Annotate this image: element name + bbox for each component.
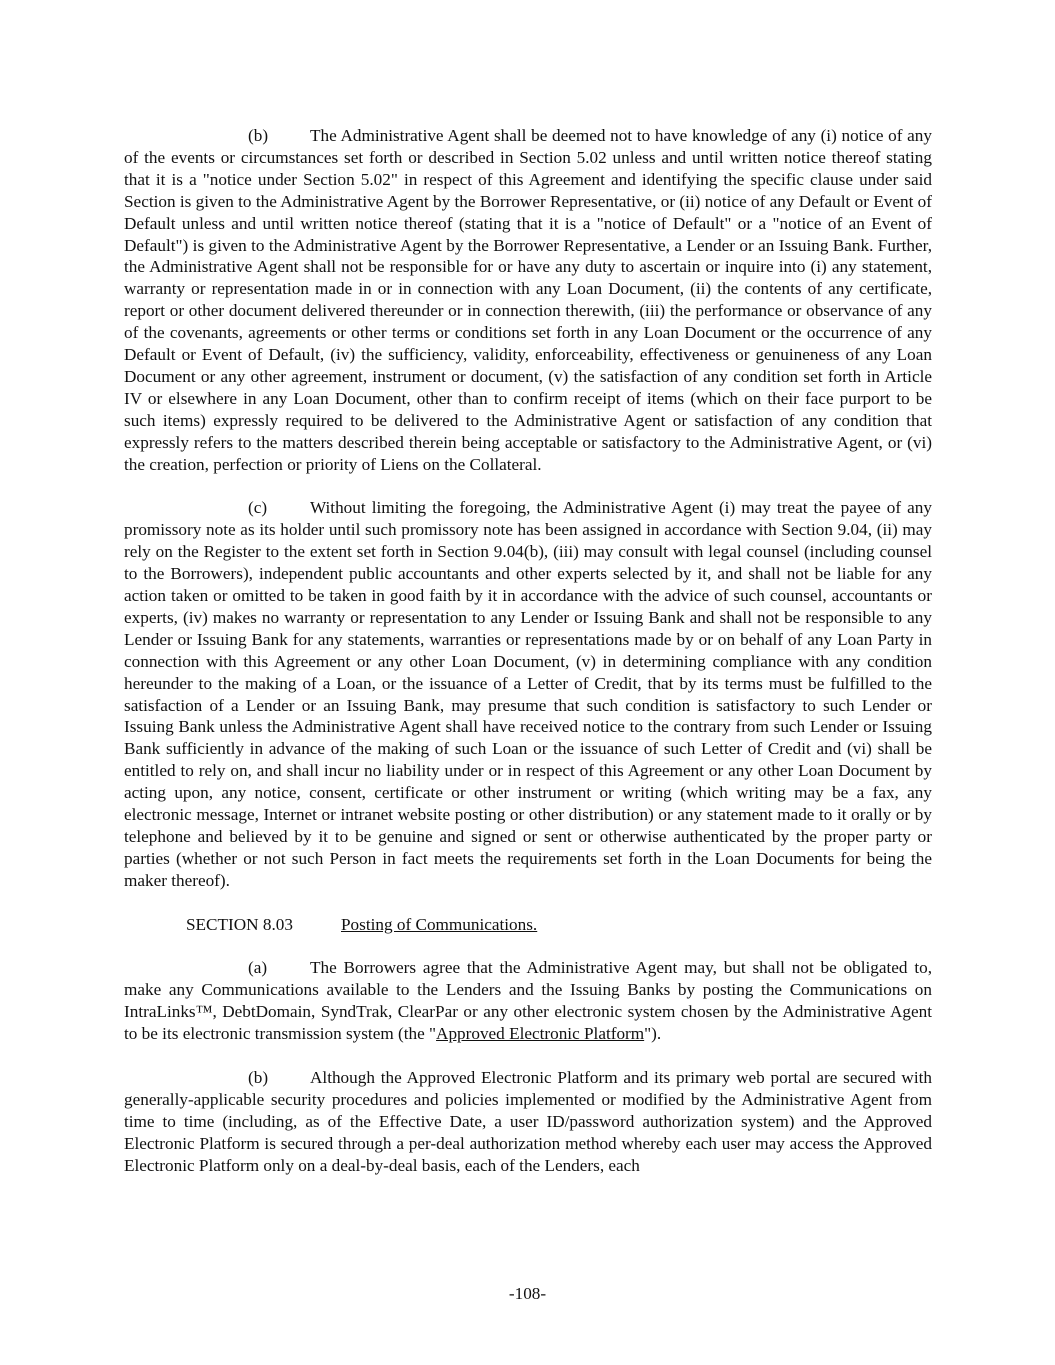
- paragraph-text: The Administrative Agent shall be deemed not to have knowledge of any (i) notice of any of the events or circumstances set forth or described in Section 5.02 unless and until written notice thereof stating that it is a "notice under Section 5.02" in respect of this Agreement and identifying the specific clause under said Section is given to the Administrative Agent by the Borrower Representative, or (ii) notice of any Default or Event of Default unless and until written notice thereof (stating that it is a "notice of Default" or a "notice of an Event of Default") is given to the Administrative Agent by the Borrower Representative, a Lender or an Issuing Bank. Further, the Administrative Agent shall not be responsible for or have any duty to ascertain or inquire into (i) any statement, warranty or representation made in or in connection with any Loan Document, (ii) the contents of any certificate, report or other document delivered thereunder or in connection therewith, (iii) the performance or observance of any of the covenants, agreements or other terms or conditions set forth in any Loan Document or the occurrence of any Default or Event of Default, (iv) the sufficiency, validity, enforceability, effectiveness or genuineness of any Loan Document or any other agreement, instrument or document, (v) the satisfaction of any condition set forth in Article IV or elsewhere in any Loan Document, other than to confirm receipt of items (which on their face purport to be such items) expressly required to be delivered to the Administrative Agent or satisfaction of any condition that expressly refers to the matters described therein being acceptable or satisfactory to the Administrative Agent, or (vi) the creation, perfection or priority of Liens on the Collateral.: [124, 126, 932, 474]
- section-heading: [124, 914, 932, 936]
- paragraph-label: (b): [248, 126, 269, 145]
- paragraph-8-02-b: [124, 125, 932, 476]
- paragraph-label: (b): [248, 1067, 269, 1087]
- paragraph-8-03-b: [124, 1067, 932, 1177]
- paragraph-8-03-a: [124, 957, 932, 1045]
- paragraph-text: Although the Approved Electronic Platform and its primary web portal are secured with generally-applicable security procedures and policies implemented or modified by the Administrative Agent from time to time (including, as of the Effective Date, a user ID/password authorization system) and the Approved Electronic Platform is secured through a per-deal authorization method whereby each user may access the Approved Electronic Platform only on a deal-by-deal basis, each of the Lenders, each: [124, 1067, 932, 1175]
- document-page: [124, 125, 932, 1198]
- paragraph-label: (c): [248, 498, 268, 518]
- paragraph-text: Without limiting the foregoing, the Administrative Agent (i) may treat the payee of any promissory note as its holder until such promissory note has been assigned in accordance with Section 9.04, (ii) may rely on the Register to the extent set forth in Section 9.04(b), (iii) may consult with legal counsel (including counsel to the Borrowers), independent public accountants and other experts selected by it, and shall not be liable for any action taken or omitted to be taken in good faith by it in accordance with the advice of such counsel, accountants or experts, (iv) makes no warranty or representation to any Lender or Issuing Bank and shall not be responsible to any Lender or Issuing Bank for any statements, warranties or representations made by or on behalf of any Loan Party in connection with this Agreement or any other Loan Document, (v) in determining compliance with any condition hereunder to the making of a Loan, or the issuance of a Letter of Credit, that by its terms must be fulfilled to the satisfaction of a Lender or an Issuing Bank, may presume that such condition is satisfactory to such Lender or Issuing Bank unless the Administrative Agent shall have received notice to the contrary from such Lender or Issuing Bank sufficiently in advance of the making of such Loan or the issuance of such Letter of Credit and (vi) shall be entitled to rely on, and shall incur no liability under or in respect of this Agreement or any other Loan Document by acting upon, any notice, consent, certificate or other instrument or writing (which writing may be a fax, any electronic message, Internet or intranet website posting or other distribution) or any statement made to it orally or by telephone and believed by it to be genuine and signed or sent or otherwise authenticated by the proper party or parties (whether or not such Person in fact meets the requirements set forth in the Loan Documents for being the maker thereof).: [124, 498, 932, 890]
- paragraph-text-end: ").: [644, 1024, 662, 1044]
- section-title: Posting of Communications.: [341, 914, 538, 934]
- page-number: -108-: [508, 1284, 547, 1303]
- paragraph-8-02-c: [124, 497, 932, 891]
- section-number: SECTION 8.03: [186, 914, 293, 934]
- paragraph-text: The Borrowers agree that the Administrative Agent may, but shall not be obligated to, make any Communications available to the Lenders and the Issuing Banks by posting the Communications on IntraLinks™, DebtDomain, SyndTrak, ClearPar or any other electronic system chosen by the Administrative Agent to be its electronic transmission system (the ": [124, 958, 932, 1044]
- paragraph-label: (a): [248, 958, 268, 978]
- defined-term: Approved Electronic Platform: [436, 1024, 645, 1044]
